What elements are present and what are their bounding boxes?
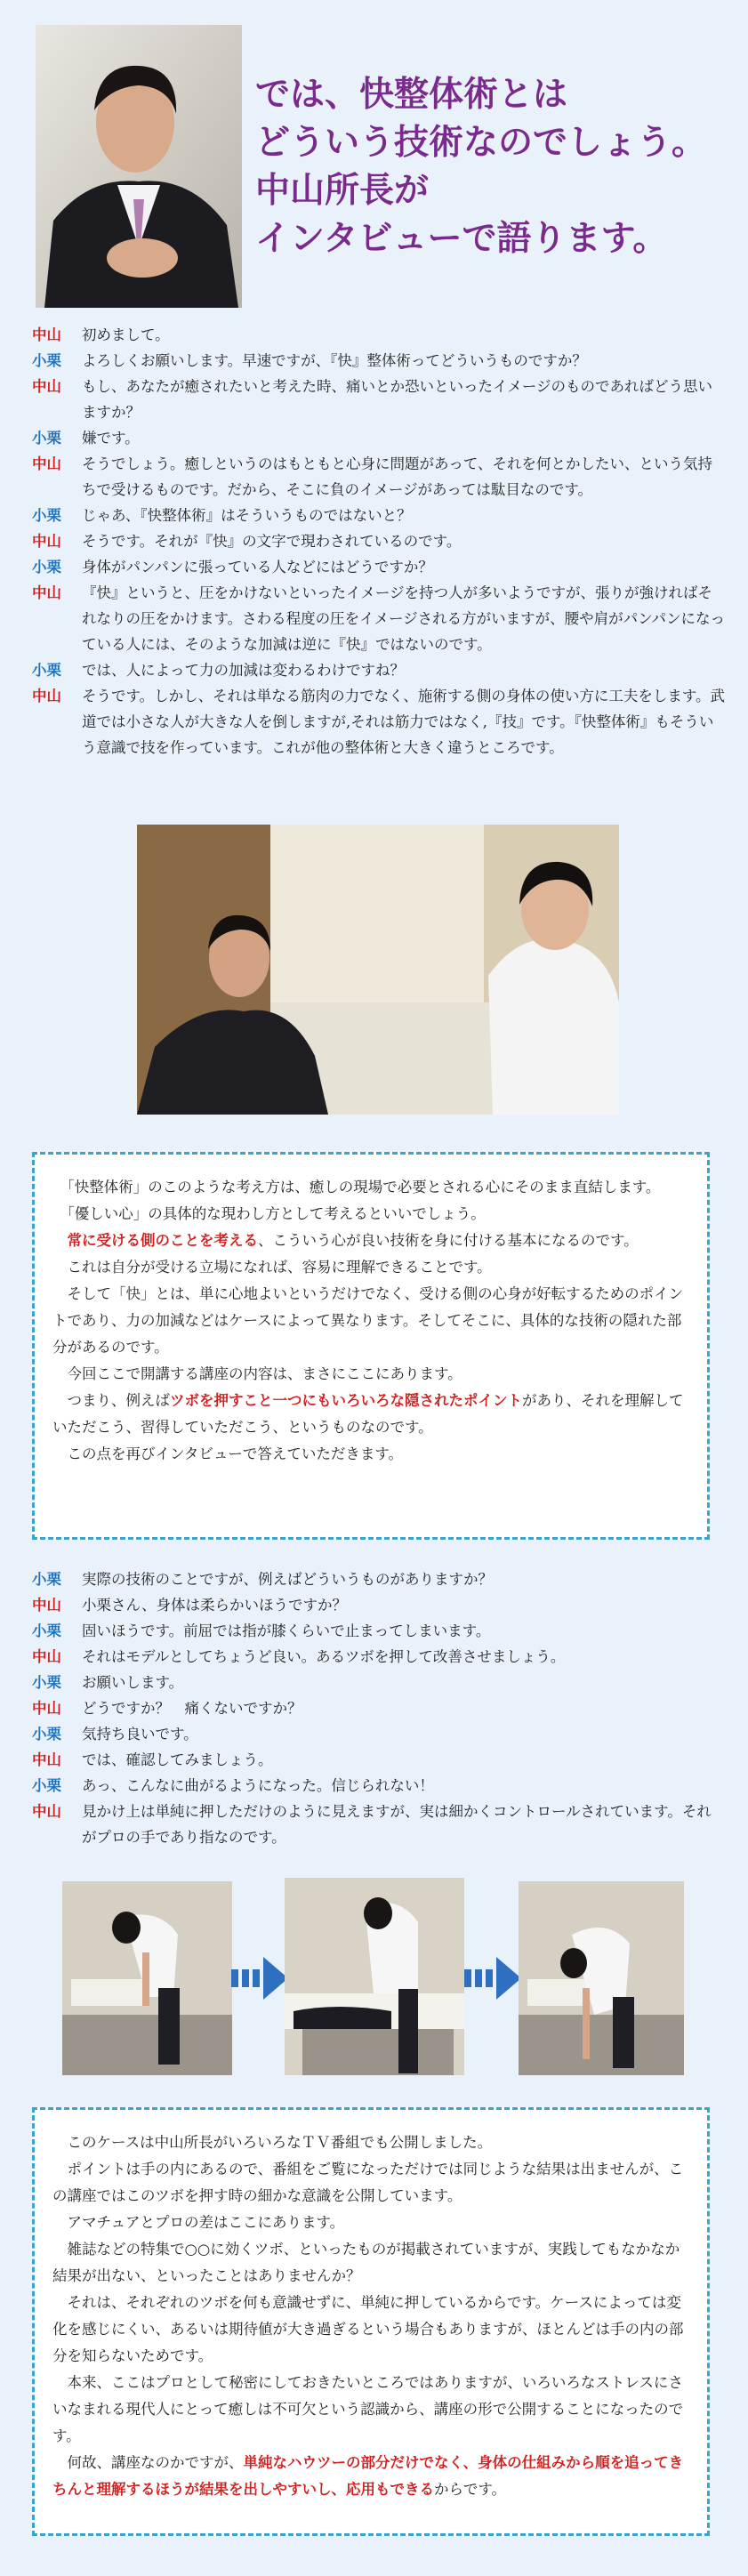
dialog-text: 初めまして。 — [82, 326, 170, 343]
speaker-name: 中山 — [32, 688, 61, 704]
box-paragraph — [52, 1361, 689, 1388]
dialog-text: では、確認してみましょう。 — [82, 1751, 273, 1768]
headline-line: インタビューで語ります。 — [255, 219, 668, 259]
dialog-text: そうです。それが『快』の文字で現わされているのです。 — [82, 533, 462, 550]
arrow-right-icon — [229, 1953, 290, 2003]
paragraph-text: からです。 — [434, 2481, 507, 2498]
box-paragraph — [52, 2290, 689, 2370]
paragraph-text: 今回ここで開講する講座の内容は、まさにここにあります。 — [67, 1365, 462, 1382]
headline-line: 中山所長が — [255, 171, 430, 211]
paragraph-text: これは自分が受ける立場になれば、容易に理解できることです。 — [67, 1259, 492, 1276]
box-paragraph — [52, 2450, 689, 2503]
interview-dialog-2 — [32, 1566, 726, 1850]
paragraph-text: 「優しい心」の具体的な現わし方として考えるといいでしょう。 — [67, 1205, 486, 1222]
dialog-line — [32, 528, 726, 554]
dialog-line — [32, 425, 726, 451]
dialog-line — [32, 683, 726, 761]
box-paragraph — [52, 1174, 689, 1201]
paragraph-text: それは、それぞれのツボを何も意識せずに、単純に押しているからです。ケースによっては変化を感じにくい、あるいは期待値が大き過ぎるという場合もありますが、ほとんどは手の内の部分を知らないためです。 — [52, 2294, 684, 2364]
box-paragraph — [52, 2156, 689, 2210]
dialog-text: お願いします。 — [82, 1674, 184, 1691]
dialog-line — [32, 451, 726, 503]
speaker-name: 中山 — [32, 1803, 61, 1820]
speaker-name: 小栗 — [32, 1571, 61, 1588]
speaker-name: 中山 — [32, 1648, 61, 1665]
paragraph-text: 「快整体術」のこのような考え方は、癒しの現場で必要とされる心にそのまま直結します。 — [67, 1179, 661, 1195]
dialog-line — [32, 1695, 726, 1721]
speaker-name: 小栗 — [32, 1726, 61, 1743]
demo-photo-pressing — [285, 1878, 464, 2075]
speaker-name: 中山 — [32, 378, 61, 395]
dialog-text: 実際の技術のことですが、例えばどういうものがありますか？ — [82, 1571, 493, 1588]
paragraph-text: このケースは中山所長がいろいろなＴＶ番組でも公開しました。 — [67, 2134, 493, 2151]
speaker-name: 小栗 — [32, 1674, 61, 1691]
box-paragraph — [52, 2236, 689, 2290]
dialog-text: 固いほうです。前屈では指が膝くらいで止まってしまいます。 — [82, 1622, 491, 1639]
dialog-line — [32, 1592, 726, 1618]
speaker-name: 小栗 — [32, 352, 61, 369]
explanation-box-1 — [32, 1152, 710, 1540]
headline-line: では、快整体術とは — [255, 75, 568, 115]
dialog-text: 小栗さん、身体は柔らかいほうですか？ — [82, 1597, 347, 1614]
paragraph-text: 本来、ここはプロとして秘密にしておきたいところではありますが、いろいろなストレスにさいなまれる現代人にとって癒しは不可欠という認識から、講座の形で公開することになったのです。 — [52, 2374, 684, 2444]
dialog-text: 身体がパンパンに張っている人などにはどうですか？ — [82, 559, 433, 576]
dialog-line — [32, 580, 726, 657]
dialog-text: よろしくお願いします。早速ですが、『快』整体術ってどういうものですか？ — [82, 352, 587, 369]
speaker-name: 小栗 — [32, 507, 61, 524]
dialog-line — [32, 1747, 726, 1773]
dialog-line — [32, 1773, 726, 1799]
dialog-text: じゃあ、『快整体術』はそういうものではないと？ — [82, 507, 412, 524]
arrow-right-icon — [462, 1953, 523, 2003]
dialog-text: どうですか？ 痛くないですか？ — [82, 1700, 302, 1717]
dialog-text: そうです。しかし、それは単なる筋肉の力でなく、施術する側の身体の使い方に工夫をします。武道では小さな人が大きな人を倒しますが,それは筋力ではなく,『技』です。『快整体術』もそういう意識で技を作っています。これが他の整体術と大きく違うところです。 — [82, 688, 726, 756]
dialog-line — [32, 554, 726, 580]
paragraph-text: そして「快」とは、単に心地よいというだけでなく、受ける側の心身が好転するためのポイントであり、力の加減などはケースによって異なります。そしてそこに、具体的な技術の隠れた部分があるのです。 — [52, 1285, 684, 1356]
box-paragraph — [52, 2129, 689, 2156]
dialog-line — [32, 1618, 726, 1644]
speaker-name: 中山 — [32, 326, 61, 343]
dialog-line — [32, 503, 726, 528]
paragraph-text: アマチュアとプロの差はここにあります。 — [67, 2214, 345, 2231]
dialog-text: 気持ち良いです。 — [82, 1726, 198, 1743]
speaker-name: 中山 — [32, 1597, 61, 1614]
dialog-text: もし、あなたが癒されたいと考えた時、痛いとか恐いといったイメージのものであればどう思いますか？ — [82, 378, 713, 421]
dialog-line — [32, 1644, 726, 1670]
dialog-line — [32, 657, 726, 683]
box-paragraph — [52, 1228, 689, 1254]
speaker-name: 中山 — [32, 1751, 61, 1768]
headline-line: どういう技術なのでしょう。 — [255, 123, 707, 163]
highlighted-text: 常に受ける側のことを考える — [67, 1232, 258, 1249]
demo-photo-before — [62, 1881, 232, 2075]
explanation-box-2 — [32, 2107, 710, 2536]
paragraph-text: があり、それを理解していただこう、習得していただこう、というものなのです。 — [52, 1392, 684, 1436]
box-paragraph — [52, 1281, 689, 1361]
paragraph-text: つまり、例えば — [67, 1392, 170, 1409]
box-paragraph — [52, 1441, 689, 1468]
dialog-line — [32, 322, 726, 348]
highlighted-text: 単純なハウツーの部分だけでなく、身体の仕組みから順を追ってきちんと理解するほうが結果を出しやすいし、応用もできる — [52, 2454, 684, 2498]
dialog-line — [32, 1566, 726, 1592]
headline — [255, 71, 736, 263]
box-paragraph — [52, 1388, 689, 1441]
paragraph-text: この点を再びインタビューで答えていただきます。 — [67, 1445, 404, 1462]
dialog-line — [32, 374, 726, 425]
dialog-text: あっ、こんなに曲がるようになった。信じられない！ — [82, 1777, 434, 1794]
interview-photo — [137, 825, 619, 1115]
dialog-line — [32, 1721, 726, 1747]
speaker-name: 中山 — [32, 533, 61, 550]
speaker-name: 中山 — [32, 455, 61, 472]
highlighted-text: ツボを押すこと一つにもいろいろな隠されたポイント — [170, 1392, 522, 1409]
speaker-name: 小栗 — [32, 430, 61, 447]
box-paragraph — [52, 1254, 689, 1281]
speaker-name: 小栗 — [32, 1777, 61, 1794]
paragraph-text: 、こういう心が良い技術を身に付ける基本になるのです。 — [258, 1232, 639, 1249]
interview-dialog-1 — [32, 322, 726, 761]
portrait-photo — [36, 25, 242, 308]
speaker-name: 小栗 — [32, 662, 61, 679]
dialog-text: 『快』というと、圧をかけないといったイメージを持つ人が多いようですが、張りが強ければそれなりの圧をかけます。さわる程度の圧をイメージされる方がいますが、腰や肩がパンパンになっている人には、そのような加減は逆に『快』ではないのです。 — [82, 584, 726, 653]
dialog-text: 見かけ上は単純に押しただけのように見えますが、実は細かくコントロールされています。それがプロの手であり指なのです。 — [82, 1803, 712, 1846]
demo-photo-after — [519, 1881, 684, 2075]
paragraph-text: 何故、講座なのかですが、 — [67, 2454, 244, 2471]
speaker-name: 中山 — [32, 584, 61, 601]
dialog-line — [32, 1799, 726, 1850]
paragraph-text: ポイントは手の内にあるので、番組をご覧になっただけでは同じような結果は出ませんが、この講座ではこのツボを押す時の細かな意識を公開しています。 — [52, 2161, 684, 2204]
dialog-text: 嫌です。 — [82, 430, 140, 447]
dialog-text: それはモデルとしてちょうど良い。あるツボを押して改善させましょう。 — [82, 1648, 566, 1665]
box-paragraph — [52, 2370, 689, 2450]
dialog-text: では、人によって力の加減は変わるわけですね？ — [82, 662, 405, 679]
speaker-name: 小栗 — [32, 1622, 61, 1639]
dialog-text: そうでしょう。癒しというのはもともと心身に問題があって、それを何とかしたい、という気持ちで受けるものです。だから、そこに負のイメージがあっては駄目なのです。 — [82, 455, 713, 498]
speaker-name: 中山 — [32, 1700, 61, 1717]
paragraph-text: 雑誌などの特集で○○に効くツボ、といったものが掲載されていますが、実践してもなかなか結果が出ない、といったことはありませんか？ — [52, 2241, 680, 2284]
dialog-line — [32, 1670, 726, 1695]
box-paragraph — [52, 1201, 689, 1228]
speaker-name: 小栗 — [32, 559, 61, 576]
dialog-line — [32, 348, 726, 374]
box-paragraph — [52, 2210, 689, 2236]
